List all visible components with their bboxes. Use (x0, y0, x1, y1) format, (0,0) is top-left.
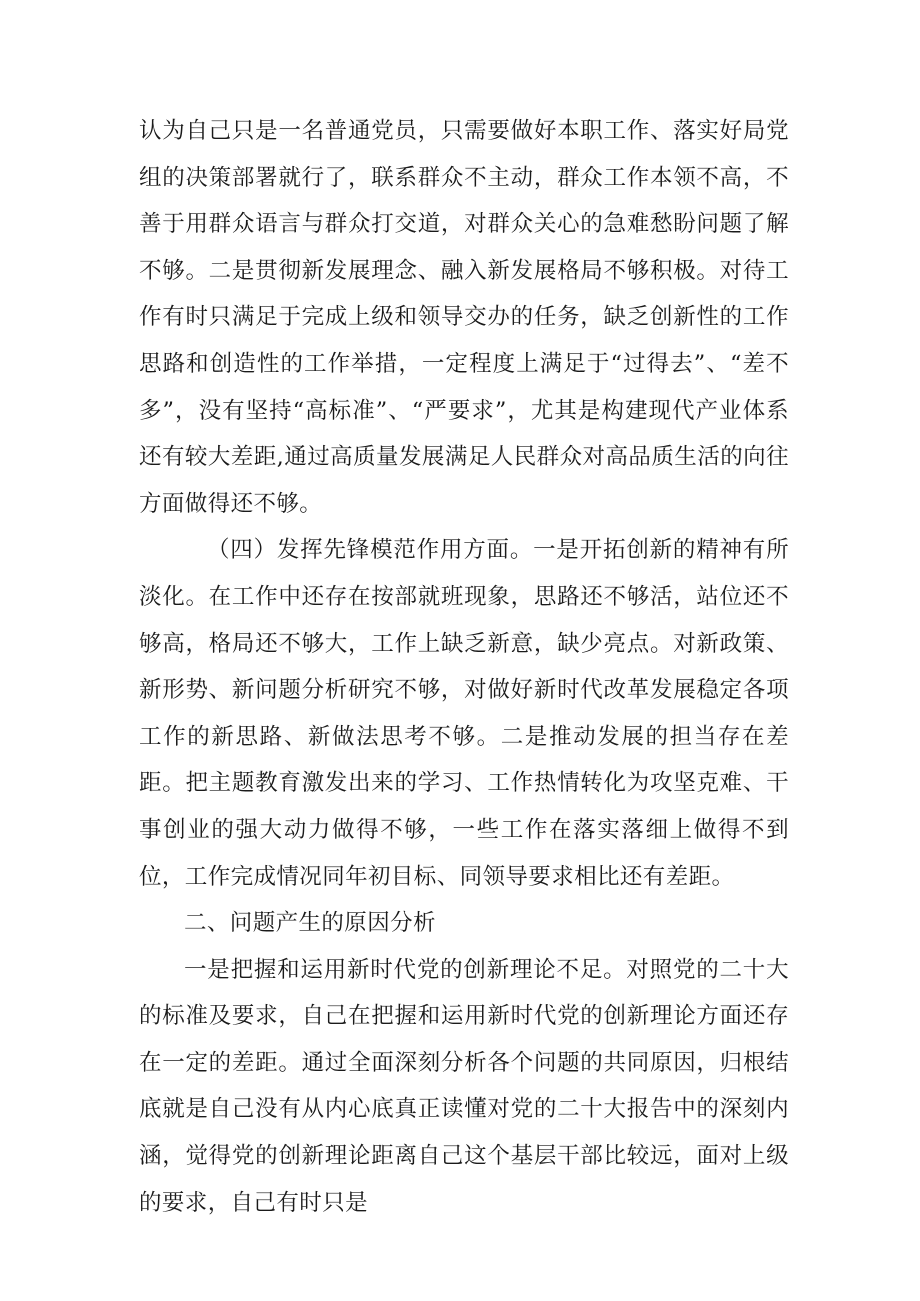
section-heading-cause-analysis: 二、问题产生的原因分析 (184, 910, 436, 937)
paragraph-cause-one: 一是把握和运用新时代党的创新理论不足。对照党的二十大的标准及要求，自己在把握和运用新时代党的创新理论方面还存在一定的差距。通过全面深刻分析各个问题的共同原因，归根结底就是自己没有从内心底真正读懂对党的二十大报告中的深刻内涵，觉得党的创新理论距离自己这个基层干部比较远，面对上级的要求，自己有时只是 (139, 956, 789, 1216)
paragraph-continuation: 认为自己只是一名普通党员，只需要做好本职工作、落实好局党组的决策部署就行了，联系群众不主动，群众工作本领不高，不善于用群众语言与群众打交道，对群众关心的急难愁盼问题了解不够。二是贯彻新发展理念、融入新发展格局不够积极。对待工作有时只满足于完成上级和领导交办的任务，缺乏创新性的工作思路和创造性的工作举措，一定程度上满足于“过得去”、“差不多”，没有坚持“高标准”、“严要求”，尤其是构建现代产业体系还有较大差距,通过高质量发展满足人民群众对高品质生活的向往方面做得还不够。 (139, 118, 789, 517)
document-body (139, 108, 789, 1226)
paragraph-section-four: （四）发挥先锋模范作用方面。一是开拓创新的精神有所淡化。在工作中还存在按部就班现象，思路还不够活，站位还不够高，格局还不够大，工作上缺乏新意，缺少亮点。对新政策、新形势、新问题分析研究不够，对做好新时代改革发展稳定各项工作的新思路、新做法思考不够。二是推动发展的担当存在差距。把主题教育激发出来的学习、工作热情转化为攻坚克难、干事创业的强大动力做得不够，一些工作在落实落细上做得不到位，工作完成情况同年初目标、同领导要求相比还有差距。 (139, 537, 789, 890)
